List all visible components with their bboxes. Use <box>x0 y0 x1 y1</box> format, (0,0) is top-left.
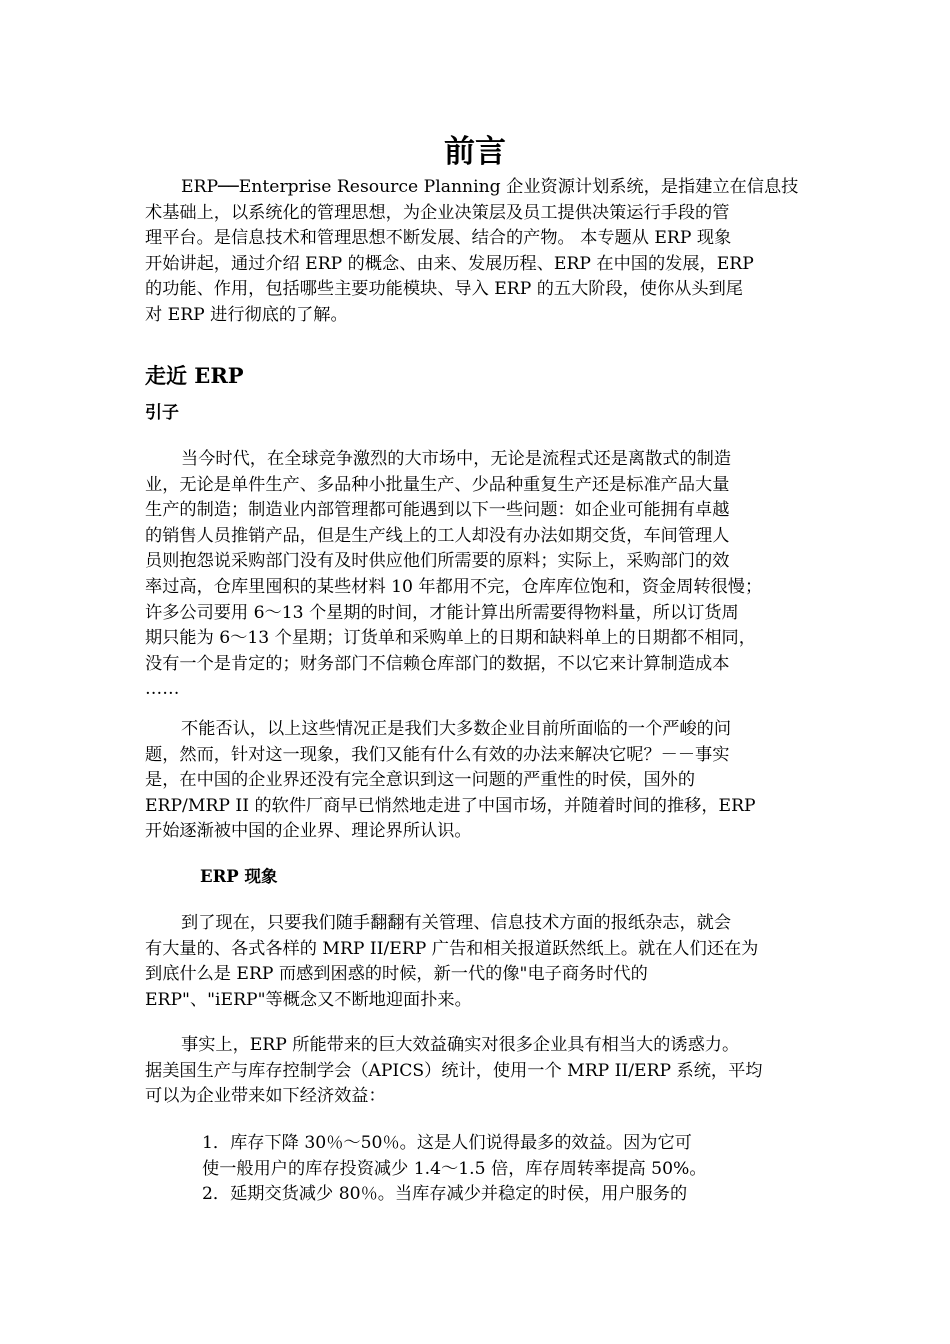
text-line: 开始逐渐被中国的企业界、理论界所认识。 <box>145 821 472 842</box>
text-line: …… <box>145 679 180 700</box>
intro-paragraph <box>145 175 805 329</box>
text-line: 据美国生产与库存控制学会（APICS）统计，使用一个 MRP II/ERP 系统，平均 <box>145 1060 763 1081</box>
text-line: 是，在中国的企业界还没有完全意识到这一问题的严重性的时侯，国外的 <box>145 770 696 791</box>
section-heading: 走近 ERP <box>145 363 244 388</box>
body-paragraph-4 <box>145 1033 805 1110</box>
list-item: 使一般用户的库存投资减少 1.4～1.5 倍，库存周转率提高 50%。 <box>202 1158 707 1179</box>
body-paragraph-2 <box>145 717 805 845</box>
text-line: 期只能为 6～13 个星期；订货单和采购单上的日期和缺料单上的日期都不相同， <box>145 628 756 649</box>
text-line: 率过高，仓库里囤积的某些材料 10 年都用不完，仓库库位饱和，资金周转很慢； <box>145 576 763 597</box>
body-paragraph-1 <box>145 447 805 703</box>
text-line: 对 ERP 进行彻底的了解。 <box>145 304 348 325</box>
text-line: 术基础上，以系统化的管理思想，为企业决策层及员工提供决策运行手段的管 <box>145 202 730 223</box>
text-line: 许多公司要用 6～13 个星期的时间，才能计算出所需要得物料量，所以订货周 <box>145 602 739 623</box>
text-line: 到了现在，只要我们随手翻翻有关管理、信息技术方面的报纸杂志，就会 <box>181 913 732 933</box>
text-line: 不能否认，以上这些情况正是我们大多数企业目前所面临的一个严峻的问 <box>181 719 732 739</box>
body-paragraph-3 <box>145 911 805 1013</box>
text-line: 到底什么是 ERP 而感到困惑的时候，新一代的像"电子商务时代的 <box>145 964 648 985</box>
benefit-list <box>202 1131 762 1208</box>
list-item: 2．延期交货减少 80％。当库存减少并稳定的时侯，用户服务的 <box>202 1184 688 1205</box>
text-line: 当今时代，在全球竞争激烈的大市场中，无论是流程式还是离散式的制造 <box>181 449 732 469</box>
text-line: ERP"、"iERP"等概念又不断地迎面扑来。 <box>145 989 472 1010</box>
list-item: 1．库存下降 30％～50％。这是人们说得最多的效益。因为它可 <box>202 1133 692 1153</box>
text-line: 业，无论是单件生产、多品种小批量生产、少品种重复生产还是标准产品大量 <box>145 474 730 495</box>
text-line: 的功能、作用，包括哪些主要功能模块、导入 ERP 的五大阶段，使你从头到尾 <box>145 279 743 300</box>
subsection-heading: 引子 <box>145 403 179 423</box>
text-line: 没有一个是肯定的；财务部门不信赖仓库部门的数据，不以它来计算制造成本 <box>145 653 730 674</box>
text-line: 题，然而，针对这一现象，我们又能有什么有效的办法来解决它呢？－－事实 <box>145 744 730 765</box>
text-line: ERP──Enterprise Resource Planning 企业资源计划系统，是指建立在信息技 <box>181 177 799 197</box>
text-line: 员则抱怨说采购部门没有及时供应他们所需要的原料；实际上，采购部门的效 <box>145 551 730 572</box>
text-line: 的销售人员推销产品，但是生产线上的工人却没有办法如期交货，车间管理人 <box>145 525 730 546</box>
page-title: 前言 <box>444 134 506 170</box>
text-line: 事实上，ERP 所能带来的巨大效益确实对很多企业具有相当大的诱惑力。 <box>181 1035 740 1055</box>
text-line: 生产的制造；制造业内部管理都可能遇到以下一些问题：如企业可能拥有卓越 <box>145 500 730 521</box>
text-line: 开始讲起，通过介绍 ERP 的概念、由来、发展历程、ERP 在中国的发展，ERP <box>145 253 754 274</box>
text-line: ERP/MRP II 的软件厂商早已悄然地走进了中国市场，并随着时间的推移，ERP <box>145 795 756 816</box>
erp-phenomenon-heading: ERP 现象 <box>200 867 278 886</box>
text-line: 理平台。是信息技术和管理思想不断发展、结合的产物。 本专题从 ERP 现象 <box>145 228 732 249</box>
text-line: 有大量的、各式各样的 MRP II/ERP 广告和相关报道跃然纸上。就在人们还在为 <box>145 938 759 959</box>
text-line: 可以为企业带来如下经济效益： <box>145 1086 386 1107</box>
